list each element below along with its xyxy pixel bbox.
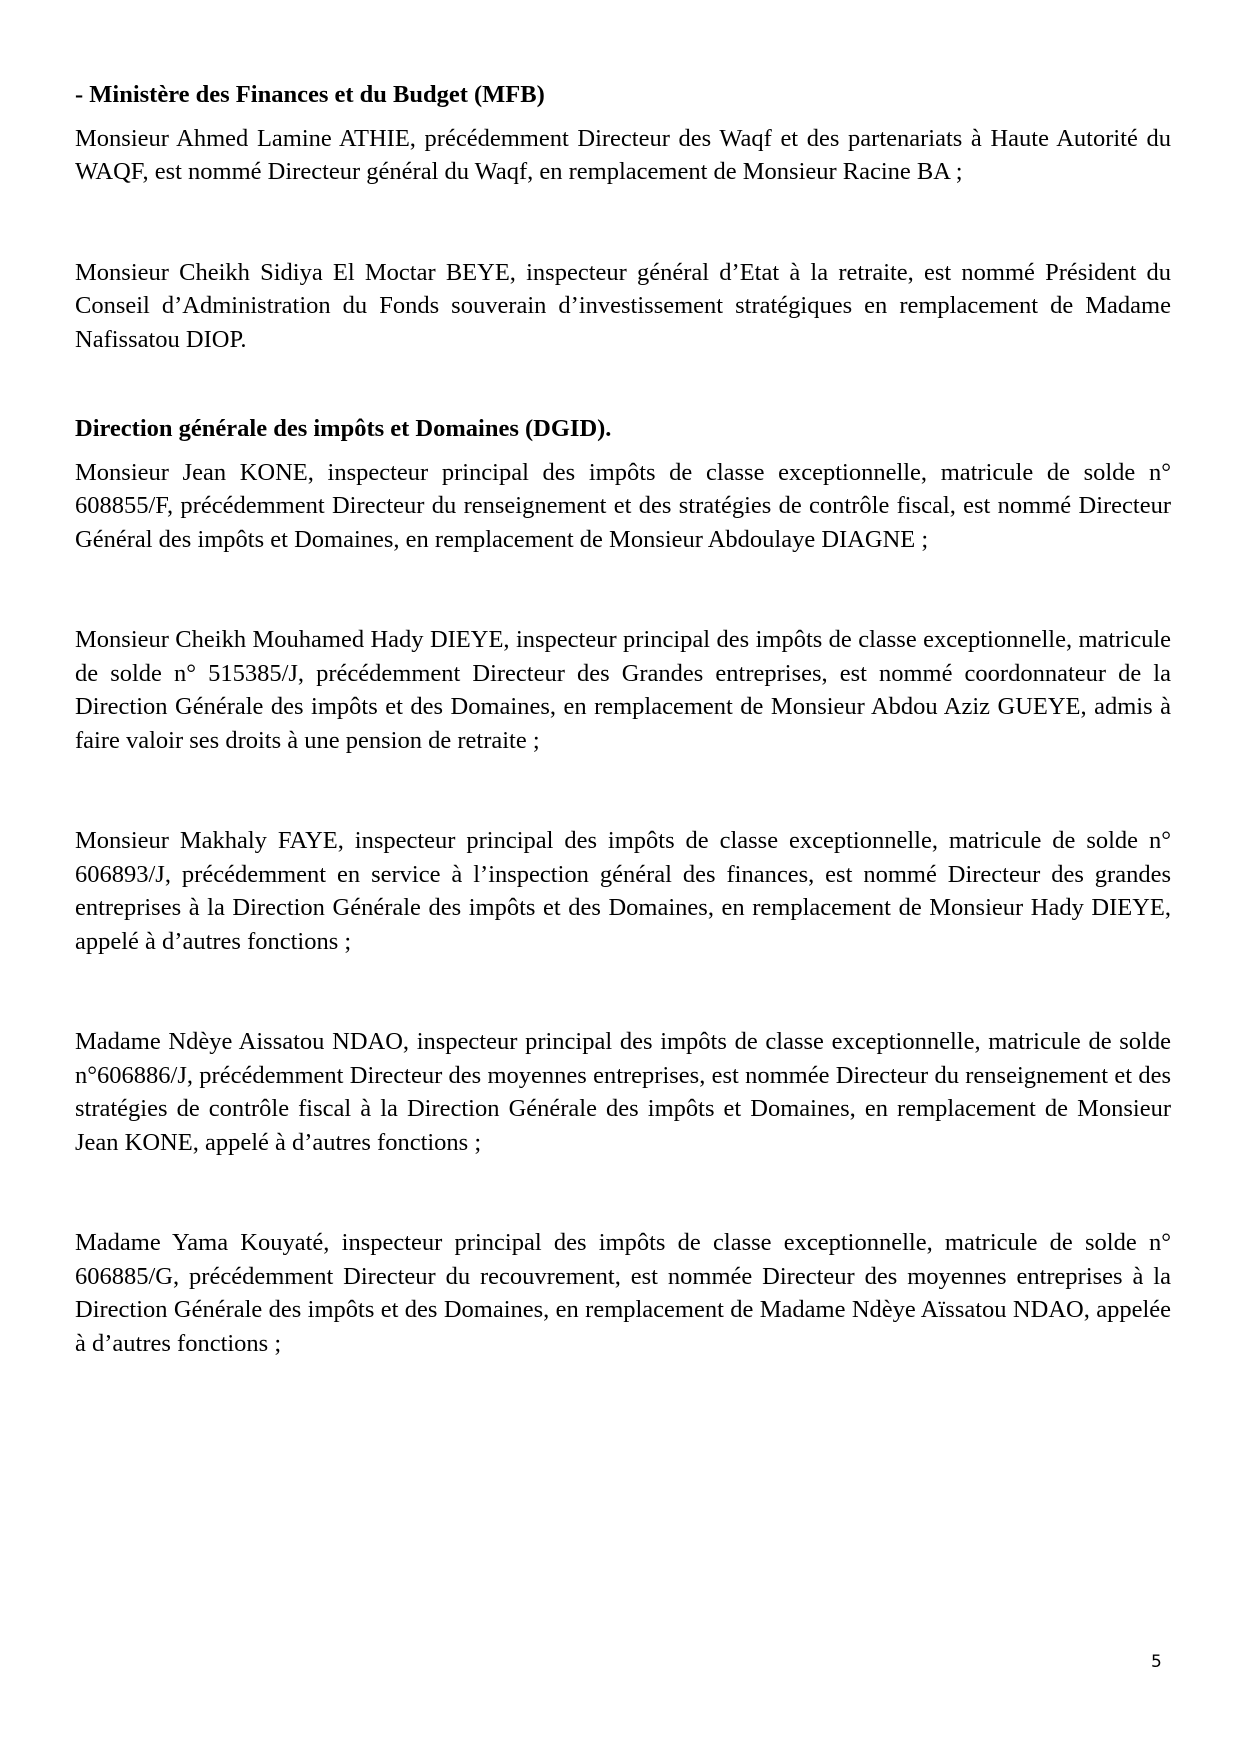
paragraph-kouyate-appointment: Madame Yama Kouyaté, inspecteur principal des impôts de classe exceptionnelle, matricule de solde n° 606885/G, précédemment Directeur du recouvrement, est nommée Directeur des moyennes entreprises à la Direction Générale des impôts et des Domaines, en remplacement de Madame Ndèye Aïssatou NDAO, appelée à d’autres fonctions ; xyxy=(75,1229,1171,1357)
paragraph-athie-appointment: Monsieur Ahmed Lamine ATHIE, précédemment Directeur des Waqf et des partenariats à Haute Autorité du WAQF, est nommé Directeur général du Waqf, en remplacement de Monsieur Racine BA ; xyxy=(75,124,1171,185)
paragraph-dieye-appointment: Monsieur Cheikh Mouhamed Hady DIEYE, inspecteur principal des impôts de classe exceptionnelle, matricule de solde n° 515385/J, précédemment Directeur des Grandes entreprises, est nommé coordonnateur de la Direction Générale des impôts et des Domaines, en remplacement de Monsieur Abdou Aziz GUEYE, admis à faire valoir ses droits à une pension de retraite ; xyxy=(75,626,1171,754)
section-mfb xyxy=(75,78,1171,356)
document-page xyxy=(75,78,1171,1360)
section-heading-dgid: Direction générale des impôts et Domaines (DGID). xyxy=(75,415,612,442)
section-heading-mfb: - Ministère des Finances et du Budget (MFB) xyxy=(75,81,545,108)
paragraph-beye-appointment: Monsieur Cheikh Sidiya El Moctar BEYE, inspecteur général d’Etat à la retraite, est nommé Président du Conseil d’Administration du Fonds souverain d’investissement stratégiques en remplacement de Madame Nafissatou DIOP. xyxy=(75,258,1171,353)
section-dgid xyxy=(75,412,1171,1360)
paragraph-ndao-appointment: Madame Ndèye Aissatou NDAO, inspecteur principal des impôts de classe exceptionnelle, matricule de solde n°606886/J, précédemment Directeur des moyennes entreprises, est nommée Directeur du renseignement et des stratégies de contrôle fiscal à la Direction Générale des impôts et Domaines, en remplacement de Monsieur Jean KONE, appelé à d’autres fonctions ; xyxy=(75,1028,1171,1156)
paragraph-kone-appointment: Monsieur Jean KONE, inspecteur principal des impôts de classe exceptionnelle, matricule de solde n° 608855/F, précédemment Directeur du renseignement et des stratégies de contrôle fiscal, est nommé Directeur Général des impôts et Domaines, en remplacement de Monsieur Abdoulaye DIAGNE ; xyxy=(75,458,1171,553)
page-number: 5 xyxy=(1151,1652,1162,1672)
paragraph-faye-appointment: Monsieur Makhaly FAYE, inspecteur principal des impôts de classe exceptionnelle, matricule de solde n° 606893/J, précédemment en service à l’inspection général des finances, est nommé Directeur des grandes entreprises à la Direction Générale des impôts et des Domaines, en remplacement de Monsieur Hady DIEYE, appelé à d’autres fonctions ; xyxy=(75,827,1171,955)
